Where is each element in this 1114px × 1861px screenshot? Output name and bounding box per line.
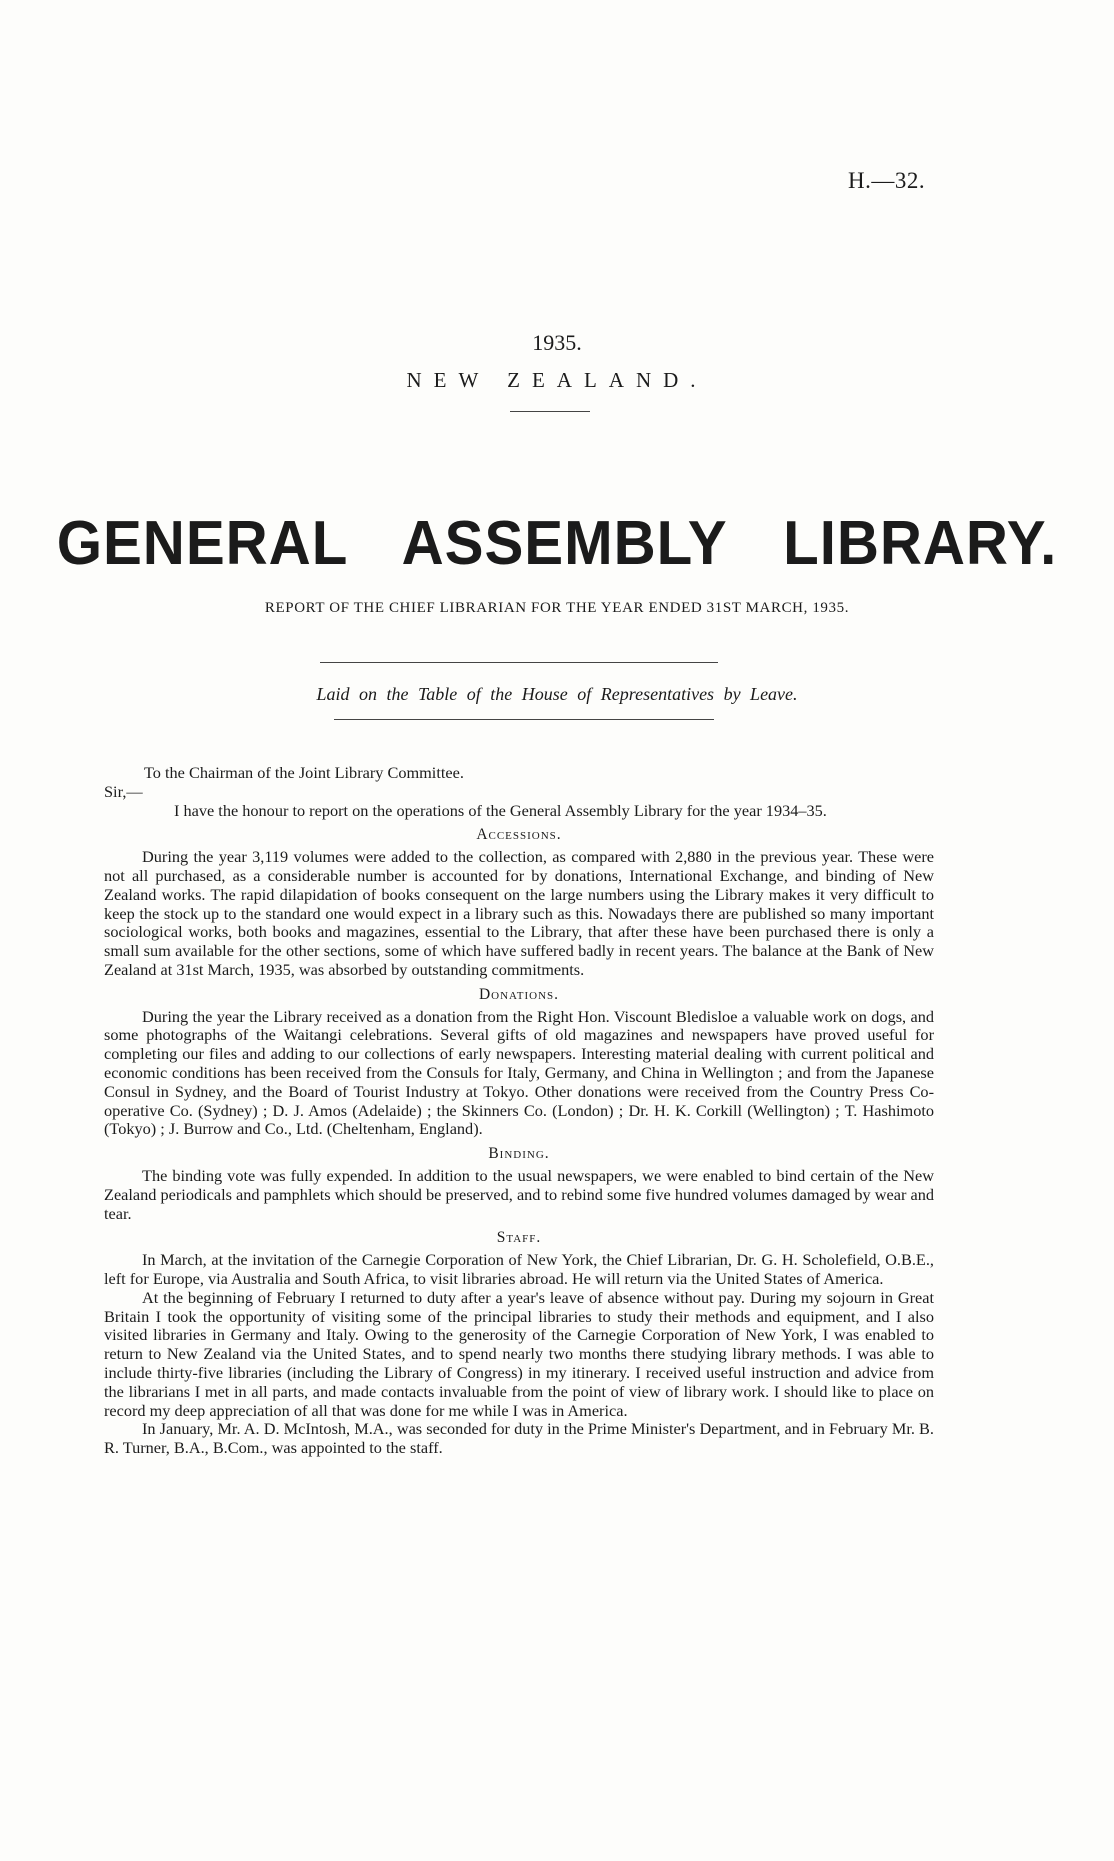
paragraph-binding: The binding vote was fully expended. In addition to the usual newspapers, we were enabled to bind certain of the New Zealand periodicals and pamphlets which should be preserved, and to rebind some five hundred volumes damaged by wear and tear. bbox=[104, 1165, 934, 1223]
report-year: 1935. bbox=[532, 330, 582, 355]
laid-notice: Laid on the Table of the House of Representatives by Leave. bbox=[316, 684, 798, 704]
heading-accessions: Accessions. bbox=[476, 826, 562, 844]
country-name: NEW ZEALAND. bbox=[406, 368, 708, 392]
lower-divider bbox=[334, 719, 714, 720]
letter-addressee: To the Chairman of the Joint Library Committee. bbox=[144, 763, 464, 782]
heading-donations: Donations. bbox=[478, 985, 560, 1003]
report-body bbox=[104, 764, 934, 1458]
document-subtitle: REPORT OF THE CHIEF LIBRARIAN FOR THE YEAR ENDED 31ST MARCH, 1935. bbox=[264, 600, 850, 616]
page-reference: H.—32. bbox=[848, 168, 926, 193]
paragraph-staff-3: In January, Mr. A. D. McIntosh, M.A., was seconded for duty in the Prime Minister's Department, and in February Mr. B. R. Turner, B.A., B.Com., was appointed to the staff. bbox=[104, 1419, 934, 1458]
letter-salutation: Sir,— bbox=[104, 781, 143, 801]
paragraph-staff-2: At the beginning of February I returned to duty after a year's leave of absence without pay. During my sojourn in Great Britain I took the opportunity of visiting some of the principal libraries to study their methods and equipment, and I also visited libraries in Germany and Italy. Owing to the generosity of the Carnegie Corporation of New York, I was enabled to return to New Zealand via the United States, and to spend nearly two months there studying library methods. I was able to include thirty-five libraries (including the Library of Congress) in my itinerary. I received useful instruction and advice from the librarians I met in all parts, and made contacts invaluable from the point of view of library work. I should like to place on record my deep appreciation of all that was done for me while I was in America. bbox=[104, 1287, 934, 1420]
letter-opening: I have the honour to report on the operations of the General Assembly Library for the year 1934–35. bbox=[174, 800, 827, 820]
document-title: GENERAL ASSEMBLY LIBRARY. bbox=[56, 509, 1058, 578]
paragraph-accessions: During the year 3,119 volumes were added to the collection, as compared with 2,880 in the previous year. These were not all purchased, as a considerable number is accounted for by donations, International Exchange, and binding of New Zealand works. The rapid dilapidation of books consequent on the large numbers using the Library makes it very difficult to keep the stock up to the standard one would expect in a library such as this. Nowadays there are published so many important sociological works, both books and magazines, essential to the Library, that after these have been purchased there is only a small sum available for the other sections, some of which have suffered badly in recent years. The balance at the Bank of New Zealand at 31st March, 1935, was absorbed by outstanding commitments. bbox=[104, 847, 934, 979]
upper-divider bbox=[320, 662, 718, 663]
paragraph-staff-1: In March, at the invitation of the Carnegie Corporation of New York, the Chief Librarian, Dr. G. H. Scholefield, O.B.E., left for Europe, via Australia and South Africa, to visit libraries abroad. He will return via the United States of America. bbox=[104, 1250, 934, 1288]
paragraph-donations: During the year the Library received as a donation from the Right Hon. Viscount Bledisloe a valuable work on dogs, and some photographs of the Waitangi celebrations. Several gifts of old magazines and newspapers have proved useful for completing our files and adding to our collections of early newspapers. Interesting material dealing with current political and economic conditions has been received from the Consuls for Italy, Germany, and China in Wellington ; and from the Japanese Consul in Sydney, and the Board of Tourist Industry at Tokyo. Other donations were received from the Country Press Co-operative Co. (Sydney) ; D. J. Amos (Adelaide) ; the Skinners Co. (London) ; Dr. H. K. Corkill (Wellington) ; T. Hashimoto (Tokyo) ; J. Burrow and Co., Ltd. (Cheltenham, England). bbox=[104, 1006, 934, 1139]
heading-binding: Binding. bbox=[488, 1145, 550, 1163]
heading-staff: Staff. bbox=[496, 1229, 542, 1247]
short-divider bbox=[510, 411, 590, 412]
